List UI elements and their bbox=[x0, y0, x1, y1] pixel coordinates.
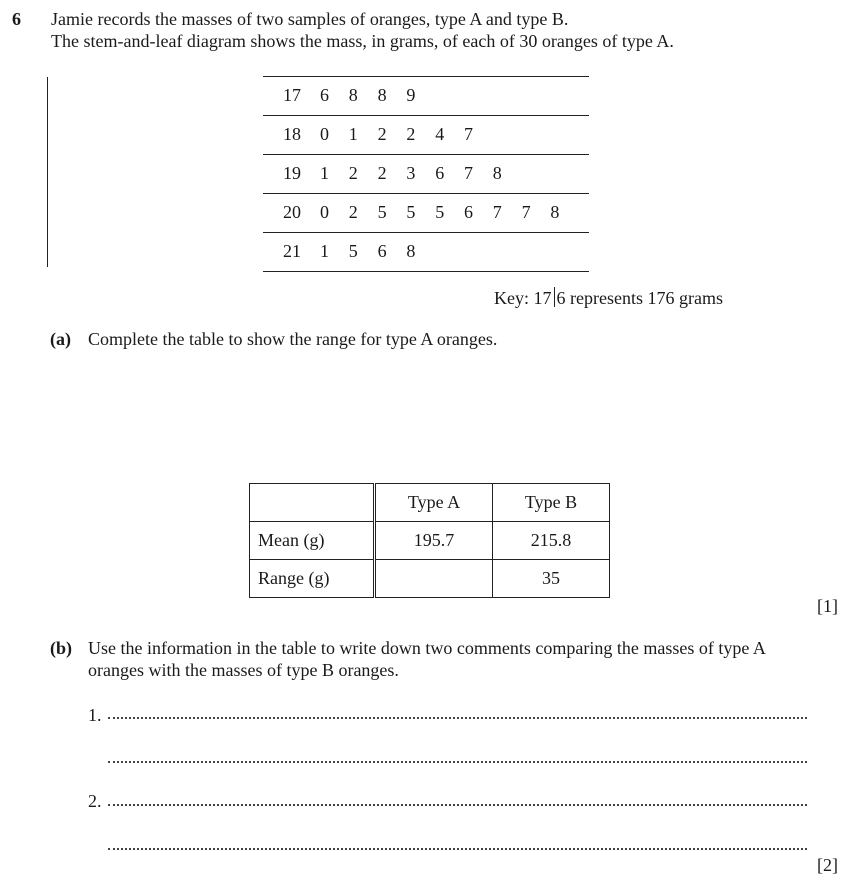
leaf-value: 7 bbox=[463, 124, 473, 144]
comparison-table bbox=[249, 483, 610, 598]
leaf-value: 6 bbox=[435, 163, 445, 183]
answer-line-2b[interactable] bbox=[108, 848, 807, 850]
question-intro-line-1: Jamie records the masses of two samples of oranges, type A and type B. bbox=[51, 9, 569, 29]
leaf-value: 2 bbox=[348, 202, 358, 222]
part-a-marks: [1] bbox=[817, 596, 838, 616]
leaf-value: 1 bbox=[320, 163, 329, 183]
leaf-value: 1 bbox=[320, 241, 329, 261]
stem-leaf-key bbox=[494, 287, 723, 309]
part-b-marks: [2] bbox=[817, 855, 838, 875]
part-b-label: (b) bbox=[50, 638, 72, 658]
part-a-text: Complete the table to show the range for type A oranges. bbox=[88, 329, 498, 349]
leaf-value: 7 bbox=[492, 202, 502, 222]
answer-line-2a[interactable] bbox=[108, 804, 807, 806]
part-b-text-line-2: oranges with the masses of type B oranges. bbox=[88, 660, 399, 680]
leaves bbox=[320, 124, 493, 145]
leaf-value: 5 bbox=[406, 202, 416, 222]
answer-line-1a[interactable] bbox=[108, 717, 807, 719]
question-intro-line-2: The stem-and-leaf diagram shows the mass, in grams, of each of 30 oranges of type A. bbox=[51, 31, 674, 51]
key-suffix: 6 represents 176 grams bbox=[556, 288, 723, 308]
leaf-value: 5 bbox=[435, 202, 445, 222]
leaf-value: 8 bbox=[492, 163, 502, 183]
leaf-value: 2 bbox=[406, 124, 416, 144]
leaf-value: 1 bbox=[348, 124, 358, 144]
stem-leaf-row bbox=[263, 193, 589, 232]
leaf-value: 0 bbox=[320, 124, 329, 144]
part-a-label: (a) bbox=[50, 329, 71, 349]
key-bar bbox=[554, 287, 555, 307]
leaf-value: 5 bbox=[348, 241, 358, 261]
table-header-row bbox=[250, 484, 610, 522]
stem-leaf-row bbox=[263, 115, 589, 154]
leaf-value: 6 bbox=[377, 241, 387, 261]
stem-leaf-row bbox=[263, 232, 589, 272]
table-row-mean bbox=[250, 522, 610, 560]
range-type-b: 35 bbox=[493, 560, 610, 598]
answer-number-2: 2. bbox=[88, 791, 102, 811]
part-b-text-line-1: Use the information in the table to write down two comments comparing the masses of type A bbox=[88, 638, 766, 658]
leaf-value: 7 bbox=[521, 202, 531, 222]
table-row-range bbox=[250, 560, 610, 598]
leaf-value: 6 bbox=[463, 202, 473, 222]
stem-value: 20 bbox=[283, 202, 301, 222]
mean-type-a: 195.7 bbox=[375, 522, 493, 560]
stem-value: 18 bbox=[283, 124, 301, 144]
leaf-value: 8 bbox=[550, 202, 560, 222]
leaf-value: 8 bbox=[406, 241, 416, 261]
question-number: 6 bbox=[12, 9, 21, 29]
leaf-value: 7 bbox=[463, 163, 473, 183]
row-label-mean: Mean (g) bbox=[250, 522, 375, 560]
leaf-value: 4 bbox=[435, 124, 445, 144]
stem-leaf-row bbox=[263, 154, 589, 193]
key-prefix: Key: 17 bbox=[494, 288, 552, 308]
stem-leaf-row bbox=[263, 76, 589, 115]
header-type-b: Type B bbox=[493, 484, 610, 522]
stem-value: 17 bbox=[283, 85, 301, 105]
stem-and-leaf-diagram bbox=[263, 76, 589, 272]
leaf-value: 9 bbox=[406, 85, 416, 105]
range-type-a-answer[interactable] bbox=[375, 560, 493, 598]
leaf-value: 8 bbox=[348, 85, 358, 105]
header-type-a: Type A bbox=[375, 484, 493, 522]
answer-line-1b[interactable] bbox=[108, 761, 807, 763]
leaf-value: 6 bbox=[320, 85, 329, 105]
answer-number-1: 1. bbox=[88, 705, 102, 725]
leaf-value: 5 bbox=[377, 202, 387, 222]
leaves bbox=[320, 85, 435, 106]
stem-value: 19 bbox=[283, 163, 301, 183]
stem-leaf-divider bbox=[47, 77, 48, 267]
header-cell-empty bbox=[250, 484, 375, 522]
leaf-value: 3 bbox=[406, 163, 416, 183]
stem-value: 21 bbox=[283, 241, 301, 261]
leaves bbox=[320, 202, 579, 223]
leaves bbox=[320, 241, 435, 262]
leaf-value: 8 bbox=[377, 85, 387, 105]
leaves bbox=[320, 163, 522, 184]
leaf-value: 2 bbox=[377, 163, 387, 183]
row-label-range: Range (g) bbox=[250, 560, 375, 598]
leaf-value: 2 bbox=[377, 124, 387, 144]
mean-type-b: 215.8 bbox=[493, 522, 610, 560]
leaf-value: 2 bbox=[348, 163, 358, 183]
leaf-value: 0 bbox=[320, 202, 329, 222]
